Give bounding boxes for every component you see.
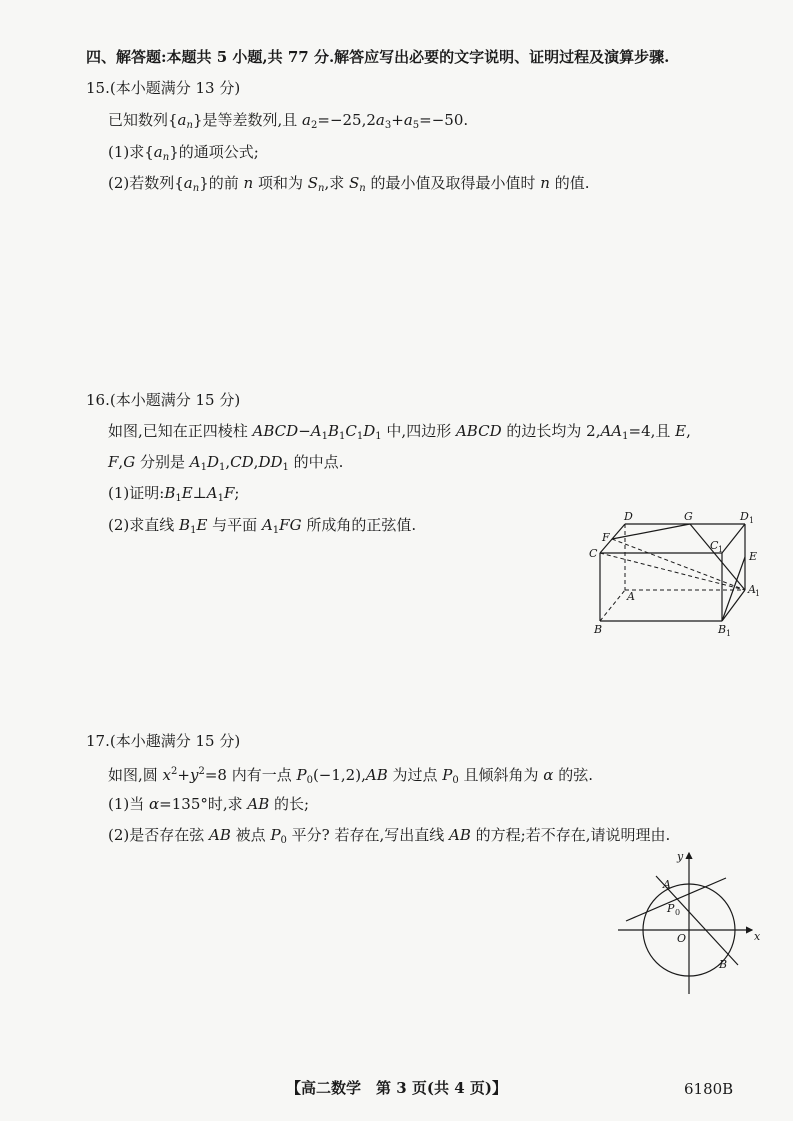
- label-A1-sub: 1: [755, 589, 761, 598]
- label-D: D: [624, 510, 633, 523]
- chord-AB: [656, 876, 738, 965]
- line-F-G: [612, 524, 690, 539]
- label-A: A: [627, 590, 635, 603]
- section-header: 四、解答题:本题共 5 小题,共 77 分.解答应写出必要的文字说明、证明过程及演算步骤.: [86, 48, 670, 66]
- q15-statement: 已知数列$\{a_n\}$是等差数列,且 $a_2=-25,2a_3+a_5=-50$.: [108, 111, 469, 131]
- label-x: x: [754, 930, 761, 943]
- edge-B1-A1: [722, 590, 745, 621]
- label-C1-sub: 1: [718, 545, 724, 554]
- line-F-A1: [612, 539, 745, 590]
- edge-C1-D1: [722, 524, 745, 553]
- label-C1: C: [710, 539, 719, 552]
- label-B1-sub: 1: [726, 629, 732, 638]
- label-B: B: [594, 623, 603, 636]
- line-B1-E: [722, 557, 745, 621]
- label-P0-sub: 0: [675, 908, 681, 917]
- label-D1-sub: 1: [749, 516, 755, 525]
- q16-statement-line2: F,G 分别是 $A_1D_1,CD,DD_1$ 的中点.: [108, 453, 344, 473]
- q15-part1: (1)求$\{a_n\}$的通项公式;: [108, 143, 259, 163]
- label-P0: P: [667, 902, 675, 915]
- label-A1: A: [748, 583, 756, 596]
- label-B: B: [719, 958, 728, 971]
- label-C: C: [589, 547, 598, 560]
- edge-B-A: [600, 590, 625, 621]
- line-G-A1: [690, 524, 745, 590]
- q17-title: 17.(本小趣满分 15 分): [86, 732, 241, 750]
- label-y: y: [677, 850, 684, 863]
- label-B1: B: [718, 623, 727, 636]
- q16-part1: (1)证明$:B_1E\perp A_1F$;: [108, 484, 240, 504]
- label-E: E: [749, 550, 758, 563]
- line-through-P0: [626, 878, 726, 921]
- label-F: F: [602, 531, 610, 544]
- label-A: A: [663, 878, 671, 891]
- q17-statement: 如图,圆 $x^2+y^2=8$ 内有一点 $P_0(-1,2),AB$ 为过点 $P_0$ 且倾斜角为 α 的弦.: [108, 766, 593, 786]
- label-O: O: [677, 932, 687, 945]
- page-footer: 【高二数学 第 3 页(共 4 页)】: [286, 1079, 507, 1097]
- q16-title: 16.(本小题满分 15 分): [86, 391, 241, 409]
- exam-code: 6180B: [684, 1080, 734, 1098]
- q17-part2: (2)是否存在弦 AB 被点 $P_0$ 平分? 若存在,写出直线 AB 的方程;若不存在,请说明理由.: [108, 826, 671, 846]
- q16-part2: (2)求直线 $B_1E$ 与平面 $A_1FG$ 所成角的正弦值.: [108, 516, 417, 536]
- label-G: G: [684, 510, 693, 523]
- edge-C-D: [600, 524, 625, 553]
- line-C-A1: [600, 553, 745, 590]
- q15-part2: (2)若数列$\{a_n\}$的前 n 项和为 $S_n$,求 $S_n$ 的最小值及取得最小值时 n 的值.: [108, 174, 590, 194]
- q17-part1: (1)当 α=135°时,求 AB 的长;: [108, 795, 310, 813]
- label-D1: D: [740, 510, 749, 523]
- q16-statement-line1: 如图,已知在正四棱柱 $ABCD-A_1B_1C_1D_1$ 中,四边形 ABCD 的边长均为 $2,AA_1=4$,且 E,: [108, 422, 691, 442]
- q15-title: 15.(本小题满分 13 分): [86, 79, 241, 97]
- circle-x2-y2-8: [643, 884, 735, 976]
